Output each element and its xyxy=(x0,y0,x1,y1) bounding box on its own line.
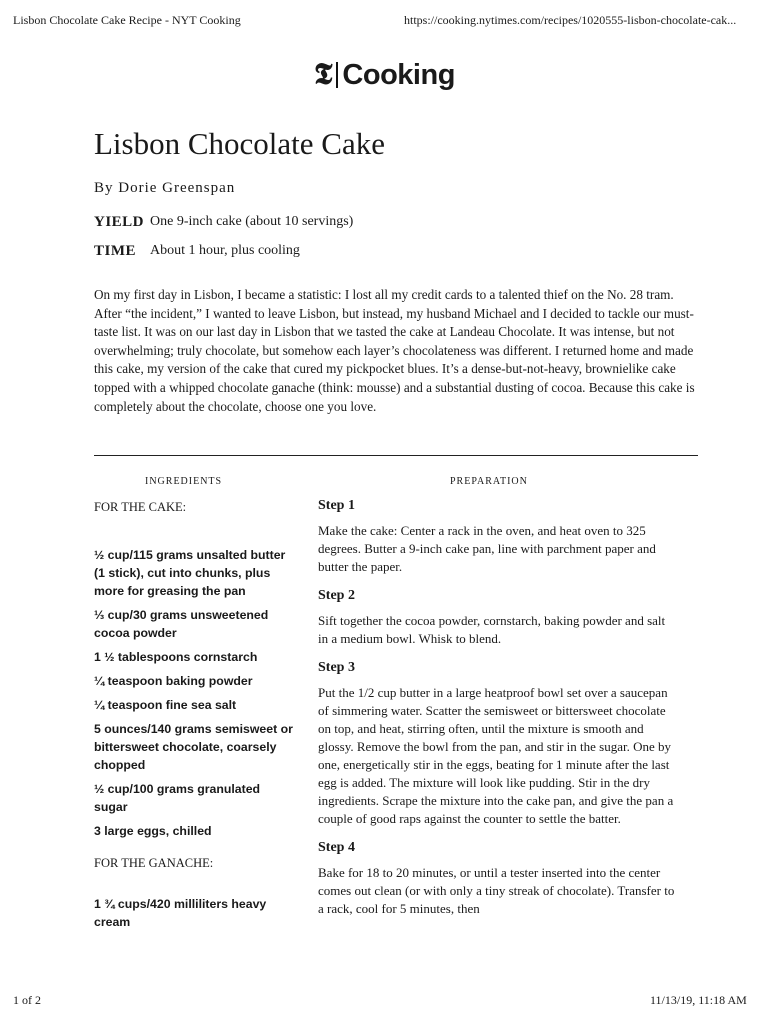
logo-divider xyxy=(336,62,338,88)
ingredients-heading: INGREDIENTS xyxy=(145,476,223,487)
step-text: Sift together the cocoa powder, cornstarch, baking powder and salt in a medium bowl. Whisk to blend. xyxy=(318,613,666,646)
browser-url: https://cooking.nytimes.com/recipes/1020555-lisbon-chocolate-cak... xyxy=(404,13,737,27)
logo-wordmark: Cooking xyxy=(342,59,455,91)
yield-label: YIELD xyxy=(94,214,145,230)
step-label: Step 1 xyxy=(318,498,355,513)
step-text: Bake for 18 to 20 minutes, or until a tester inserted into the center comes out clean (or with only a tiny streak of chocolate). Transfer to a rack, cool for 5 minutes, then xyxy=(318,865,675,916)
cake-section-label: FOR THE CAKE: xyxy=(94,500,187,514)
ganache-section-label: FOR THE GANACHE: xyxy=(94,856,214,870)
section-divider xyxy=(94,455,698,456)
page-number: 1 of 2 xyxy=(13,993,41,1007)
recipe-intro: On my first day in Lisbon, I became a statistic: I lost all my credit cards to a talented thief on the No. 28 tram. After “the incident,” I wanted to leave Lisbon, but instead, my husband Michael and I decided to tackle our must-taste list. It was on our last day in Lisbon that we tasted the cake at Landeau Chocolate. It was intense, but not overwhelming; truly chocolate, but somehow each layer’s chocolateness was different. I returned home and made this cake, my version of the cake that cured my pickpocket blues. It’s a dense-but-not-heavy, brownielike cake topped with a whipped chocolate ganache (think: mousse) and a substantial dusting of cocoa. Because this cake is completely about the chocolate, choose one you love. xyxy=(94,287,695,414)
nyt-cooking-logo[interactable] xyxy=(314,60,455,90)
ingredient-item: ¼ teaspoon fine sea salt xyxy=(94,698,237,712)
ingredient-item: ⅓ cup/30 grams unsweetened cocoa powder xyxy=(94,608,269,640)
ingredient-item: 5 ounces/140 grams semisweet or bittersweet chocolate, coarsely chopped xyxy=(94,722,293,772)
yield-value: One 9-inch cake (about 10 servings) xyxy=(150,214,354,229)
ingredient-item: ½ cup/100 grams granulated sugar xyxy=(94,782,261,814)
ingredient-item: 1 ¾ cups/420 milliliters heavy cream xyxy=(94,897,267,929)
yield-row xyxy=(94,214,353,231)
ingredient-item: 1 ½ tablespoons cornstarch xyxy=(94,650,258,664)
step-text: Put the 1/2 cup butter in a large heatproof bowl set over a saucepan of simmering water. Scatter the semisweet or bittersweet chocolate on top, and heat, stirring often, until the mixture is smooth and glossy. Remove the bowl from the pan, and stir in the sugar. One by one, energetically stir in the eggs, beating for 1 minute after the last egg is added. The mixture will look like pudding. Stir in the dry ingredients. Scrape the mixture into the cake pan, and give the pan a couple of good raps against the counter to settle the batter. xyxy=(318,685,674,826)
time-value: About 1 hour, plus cooling xyxy=(150,243,300,258)
ingredient-item: ½ cup/115 grams unsalted butter (1 stick), cut into chunks, plus more for greasing the pan xyxy=(94,548,286,598)
step-label: Step 2 xyxy=(318,588,355,603)
browser-page-title: Lisbon Chocolate Cake Recipe - NYT Cooking xyxy=(13,13,241,27)
recipe-title: Lisbon Chocolate Cake xyxy=(94,126,385,161)
time-row xyxy=(94,243,300,260)
ingredient-item: ¼ teaspoon baking powder xyxy=(94,674,253,688)
ingredient-item: 3 large eggs, chilled xyxy=(94,824,212,838)
step-label: Step 4 xyxy=(318,840,355,855)
recipe-byline[interactable]: By Dorie Greenspan xyxy=(94,180,236,196)
preparation-steps xyxy=(318,498,678,918)
step-label: Step 3 xyxy=(318,660,355,675)
print-timestamp: 11/13/19, 11:18 AM xyxy=(650,993,747,1007)
ingredients-list xyxy=(94,500,294,931)
time-label: TIME xyxy=(94,243,137,259)
preparation-heading: PREPARATION xyxy=(450,476,528,487)
step-text: Make the cake: Center a rack in the oven, and heat oven to 325 degrees. Butter a 9-inch cake pan, line with parchment paper and butter the paper. xyxy=(318,523,656,574)
nyt-t-logo-icon: 𝕿 xyxy=(314,58,333,91)
